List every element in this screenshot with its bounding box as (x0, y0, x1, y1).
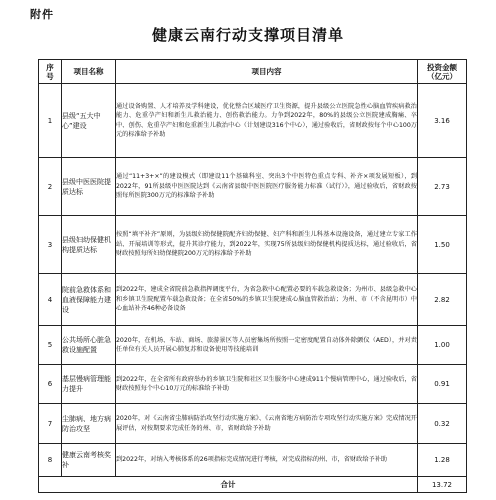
table-row (39, 158, 467, 216)
row-amount: 1.00 (418, 326, 467, 365)
table-row (39, 326, 467, 365)
row-content: 2020年，在机场、车站、商场、旅游景区等人员密集场所按照一定密度配置自动体外除颤仪（AED），并对责任单位有关人员开展心肺复苏和设备使用等技能培训 (116, 326, 418, 365)
total-amount: 13.72 (418, 477, 467, 493)
row-name: 县级中医医院提质达标 (62, 158, 116, 216)
table-row (39, 444, 467, 477)
row-index: 3 (39, 216, 62, 274)
row-name: 尘肺病、地方病防治攻坚 (62, 404, 116, 444)
header-amount: 投资金额 （亿元） (418, 60, 467, 84)
table-row (39, 365, 467, 404)
total-row (39, 477, 467, 493)
row-content: 到2022年，建成全省院前急救指挥调度平台，为省急救中心配置必要的车载急救设备；为州市、县级急救中心和乡镇卫生院配置车载急救设备；在全省50%的乡镇卫生院建成心脑血管救治站；为州、市（不含昆明市）中心血站补齐46种必备设备 (116, 274, 418, 326)
table-row (39, 274, 467, 326)
table-row (39, 84, 467, 158)
row-amount: 1.28 (418, 444, 467, 477)
attachment-label: 附件 (30, 8, 54, 21)
table-row (39, 404, 467, 444)
row-name: 健康云南考核奖补 (62, 444, 116, 477)
header-index: 序 号 (39, 60, 62, 84)
row-amount: 2.82 (418, 274, 467, 326)
row-content: 2020年，对《云南省尘肺病防治攻坚行动实施方案》、《云南省地方病防治专项攻坚行动实施方案》完成情况开展评估，对按期要求完成任务的州、市，省财政给予补助 (116, 404, 418, 444)
row-content: 到2022年，对纳入考核体系的26项指标完成情况进行考核，对完成指标的州、市，省财政给予补助 (116, 444, 418, 477)
row-amount: 3.16 (418, 84, 467, 158)
row-amount: 2.73 (418, 158, 467, 216)
row-index: 8 (39, 444, 62, 477)
row-index: 1 (39, 84, 62, 158)
row-amount: 0.32 (418, 404, 467, 444)
row-name: 院前急救体系和血液保障能力建设 (62, 274, 116, 326)
row-amount: 1.50 (418, 216, 467, 274)
row-name: 县级妇幼保健机构提质达标 (62, 216, 116, 274)
table-row (39, 216, 467, 274)
document-title: 健康云南行动支撑项目清单 (151, 26, 344, 44)
row-content: 通过设备购置、人才培养及学科建设，优化整合区域医疗卫生资源，提升县级公立医院急性心脑血管疾病救治能力、危重孕产妇和新生儿救治能力、创伤救治能力。力争到2022年，80%的县级公立医院建成胸痛、卒中、创伤、危重孕产妇和危重新生儿救治中心（计划建设316个中心），通过验收后，省财政按每个中心100万元的标准给予补助 (116, 84, 418, 158)
row-name: 基层慢病管理能力提升 (62, 365, 116, 404)
row-index: 2 (39, 158, 62, 216)
row-name: 公共场所心脏急救设施配置 (62, 326, 116, 365)
row-content: 通过“11+3+×”的建设模式（即建设11个基础科室、突出3个中医特色重点专科、补齐×项发展短板），到2022年，91所县级中医医院达到《云南省县级中医医院医疗服务能力标准（试行）》，通过验收后，省财政按照每所医院300万元的标准给予补助 (116, 158, 418, 216)
row-index: 6 (39, 365, 62, 404)
table-header-row (39, 60, 467, 84)
row-index: 5 (39, 326, 62, 365)
row-content: 按照“填平补齐”原则，为县级妇幼保健院配齐妇幼保健、妇产科和新生儿科基本设施设备，通过建立专家工作站、开展培训等形式，提升其诊疗能力，到2022年，实现75所县级妇幼保健机构提质达标，通过验收后，省财政按照每所妇幼保健院200万元的标准给予补助 (116, 216, 418, 274)
total-label: 合计 (39, 477, 418, 493)
row-index: 4 (39, 274, 62, 326)
row-name: 县级“五大中心”建设 (62, 84, 116, 158)
row-amount: 0.91 (418, 365, 467, 404)
row-index: 7 (39, 404, 62, 444)
header-name: 项目名称 (62, 60, 116, 84)
project-table (38, 59, 467, 493)
row-content: 到2022年，在全省所有政府举办的乡镇卫生院和社区卫生服务中心建成911个慢病管理中心，通过验收后，省财政按照每个中心10万元的标准给予补助 (116, 365, 418, 404)
header-content: 项目内容 (116, 60, 418, 84)
